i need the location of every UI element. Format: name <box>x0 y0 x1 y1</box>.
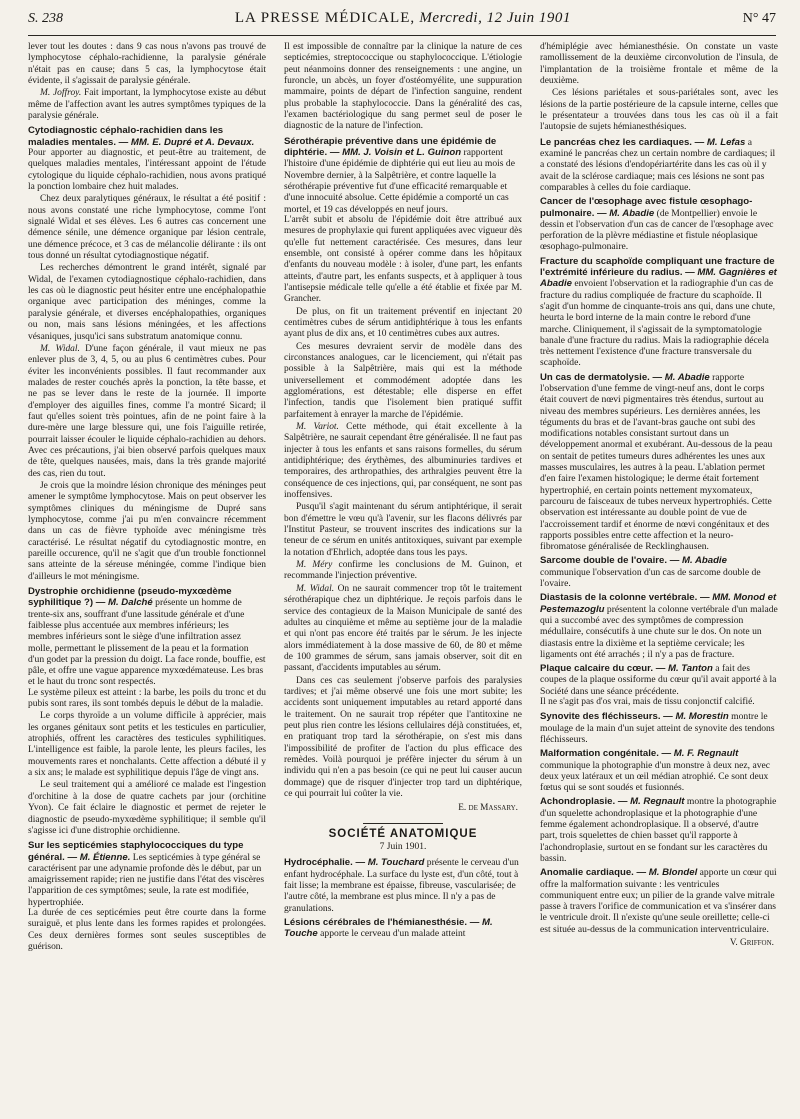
paragraph-text: D'une façon générale, il vaut mieux ne pas enlever plus de 3, 4, 5, ou au plus 6 centimètres cubes. Pour éviter les inconvénients possibles. Il faut recommander aux malades de rester couchés après la ponction, la tête basse, et ne pas se lever dans le reste de la journée. Il importe d'employer des aiguilles fines, comme l'a montré Sicard; il faut qu'elles soient très pointues, afin de ne point faire à la dure-mère une large blessure qui, une fois l'aiguille retirée, pourrait laisser écouler le liquide céphalo-rachidien au dehors. Avec ces précautions, j'ai bien observé parfois quelques maux de tête, quelques nausées, mais, dans la très grande majorité des cas, rien du tout. <box>28 343 266 479</box>
section-heading <box>540 711 778 745</box>
section-heading <box>540 796 778 864</box>
heading-authors: M. Morestin <box>672 711 729 723</box>
paragraph: Ces mesures devraient servir de modèle dans des circonstances analogues, car le licenciement, qui n'était pas possible à la Salpêtrière, mais qui est la méthode universellement et commodément adoptée dans les agglomérations, est détestable; elle disperse en effet l'infection, tandis que l'isolement bien pratiqué suffit parfaitement à enrayer la marche de l'épidémie. <box>284 341 522 420</box>
heading-authors: M. Touche <box>284 916 493 940</box>
page-header <box>28 10 776 36</box>
heading-authors: M. F. Regnault <box>671 748 739 760</box>
section-heading <box>540 256 778 369</box>
society-date: 7 Juin 1901. <box>379 842 427 853</box>
journal-title: LA PRESSE MÉDICALE, <box>234 10 416 26</box>
paragraph: Ces lésions pariétales et sous-pariétales sont, avec les lésions de la partie postérieure de la capsule interne, celles que le présentateur a trouvées dans tous les cas où il a fait l'autopsie de sujets hémianesthésiques. <box>540 88 778 133</box>
paragraph-text: communique la photographie d'un monstre à deux nez, avec deux yeux latéraux et un œil médian atrophié. Ce sont deux fœtus qui se sont soudés et fusionnés. <box>540 759 771 794</box>
heading-title: Plaque calcaire du cœur. — <box>540 663 666 675</box>
heading-authors: M. Abadie <box>606 207 655 219</box>
heading-title: Sur les septicémies staphylococciques du type général. — <box>28 840 244 863</box>
heading-title: Lésions cérébrales de l'hémianesthésie. — <box>284 916 480 928</box>
heading-authors: M. Lefas <box>704 136 746 148</box>
paragraph: Pusqu'il s'agit maintenant du sérum antiphtérique, il serait bon d'émettre le vœu qu'à l'avenir, sur les flacons délivrés par l'Institut Pasteur, se trouvent inscrites des indications sur la teneur de ce sérum en unités antitoxiques, suivant par exemple la notation d'Ehrlich, adoptée dans tous les pays. <box>284 502 522 558</box>
issue-number: N° 47 <box>742 11 776 26</box>
journal-masthead <box>235 10 571 27</box>
paragraph-text: Les septicémies à type général se caractérisent par une adynamie profonde dès le début, par un amaigrissement rapide; rien ne justifie dans l'état des viscères l'apparition de ces symptômes; seule, la rate est modifiée, hypertrophiée. <box>28 851 265 908</box>
section-heading <box>540 137 778 193</box>
heading-title: Malformation congénitale. — <box>540 748 672 760</box>
paragraph: Le seul traitement qui a amélioré ce malade est l'ingestion d'orchitine à la dose de quatre cachets par jour (orchitine Yvon). Ce fait éclaire le diagnostic et permet de rejeter le diagnostic de pseudo-myxœdème syphilitique; il semble qu'il s'agisse ici d'une distrophie orchidienne. <box>28 780 266 836</box>
paragraph: Pour apporter au diagnostic, et peut-être au traitement, de quelques maladies mentales, l'intéressant appoint de l'étude cytologique du liquide céphalo-rachidien, nous avons pratiqué la ponction lombaire chez huit malades. <box>28 148 266 193</box>
author-signature: E. de Massary. <box>458 803 518 814</box>
heading-authors: MM. E. Dupré et A. Devaux. <box>128 136 255 148</box>
heading-title: Synovite des fléchisseurs. — <box>540 711 673 723</box>
paragraph-text: Fait important, la lymphocytose existe au début même de l'affection avant les autres symptômes typiques de la paralysie générale. <box>28 88 266 122</box>
heading-authors: M. Étienne. <box>77 851 131 863</box>
section-heading <box>284 136 522 215</box>
paragraph-text: rapportent l'histoire d'une épidémie de diphtérie qui eut lieu au mois de Novembre dernier, à la Salpêtrière, et contre laquelle la sérothérapie préventive fut d'une efficacité remarquable et d'une innocuité absolue. Cette épidémie a comporté un cas mortel, et 19 cas développés en neuf jours. <box>284 147 515 215</box>
paragraph: Chez deux paralytiques généraux, le résultat a été positif : nous avons constaté une riche lymphocytose, comme l'ont signalé Widal et ses élèves. Les 6 autres cas concernent une démence sénile, une démence organique par lésion centrale, une démence précoce, et 3 cas de mélancolie délirante : ils ont tous donné un résultat cytodiagnostique négatif. <box>28 194 266 262</box>
heading-authors: MM. Gagnières et Abadie <box>540 267 777 290</box>
paragraph <box>284 422 522 501</box>
paragraph-text: présente le cerveau d'un enfant hydrocéphale. La surface du lyste est, d'un côté, tout à fait lisse; la membrane est épaisse, fibreuse, vascularisée; de l'autre côté, la membrane est plus mince. Il n'y a pas de granulations. <box>284 857 519 914</box>
paragraph-text: a examiné le pancréas chez un certain nombre de cardiaques; il a constaté des lésions d'endopériartérite dans les cas où il y avait de la sclérose cardiaque; mais ces lésions ne sont pas comparables à celles du foie cardiaque. <box>540 136 776 193</box>
paragraph: Dans ces cas seulement j'observe parfois des paralysies tardives; et j'ai même observé une fois une mort subite; les accidents sont uniquement imputables au retard apporté dans le traitement. On ne saurait trop répéter que l'antitoxine ne peut plus rien contre les lésions cellulaires déjà constituées, et, en pratiquant trop tard la sérothérapie, on s'est mis dans l'impossibilité de profiter de l'action du plus efficace des remèdes. Voilà pourquoi je préfère injecter du sérum à un individu qui n'en a pas besoin (ce qui ne peut lui causer aucun dommage) que de risquer d'injecter trop tard un diphtérique, ce qui pourrait lui coûter la vie. <box>284 675 522 800</box>
section-heading <box>540 555 778 589</box>
paragraph: lever tout les doutes : dans 9 cas nous n'avons pas trouvé de lymphocytose céphalo-rachidienne, la paralysie générale n'était pas en cause; dans 5 cas, la lymphocytose était évidente, il s'agissait de paralysie générale. <box>28 42 266 87</box>
section-heading <box>284 917 522 940</box>
heading-title: Sarcome double de l'ovaire. — <box>540 555 680 567</box>
page-number: S. 238 <box>28 11 63 26</box>
paragraph: Les recherches démontrent le grand intérêt, signalé par Widal, de l'examen cytodiagnostique céphalo-rachidien, dans les cas où le diagnostic peut hésiter entre une encéphalopathie organique avec participation des méninges, comme la paralysie générale, et diverses encéphalopathies, organiques ou non, mais sans lésions méningées, et les affections vésaniques, jusqu'ici sans substratum anatomique connu. <box>28 263 266 342</box>
section-heading <box>28 125 266 148</box>
heading-authors: M. Tanton <box>665 663 713 675</box>
paragraph: d'hémiplégie avec hémianesthésie. On constate un vaste ramollissement de la deuxième circonvolution de l'insula, de l'implantation de la troisième frontale et même de la deuxième. <box>540 42 778 87</box>
heading-authors: M. Abadie <box>679 555 727 567</box>
heading-authors: M. Touchard <box>365 857 425 869</box>
heading-title: Hydrocéphalie. — <box>284 857 366 869</box>
issue-date: Mercredi, 12 Juin 1901 <box>419 10 571 26</box>
paragraph: De plus, on fit un traitement préventif en injectant 20 centimètres cubes de sérum antidiphtérique à tous les enfants ayant plus de dix ans, et 10 centimètres cubes aux autres. <box>284 306 522 340</box>
column-2 <box>284 42 522 1110</box>
section-heading <box>284 857 522 913</box>
paragraph-text: communique l'observation d'un cas de sarcome double de l'ovaire. <box>540 566 761 590</box>
heading-authors: MM. J. Voisin et L. Guinon <box>339 147 462 159</box>
paragraph <box>28 344 266 480</box>
paragraph: Il est impossible de connaître par la clinique la nature de ces septicémies, streptococcique ou staphylococcique. L'étiologie peut néanmoins donner des renseignements : une angine, un furoncle, un abcès, un foyer d'ostéomyélite, une suppuration mammaire, points de départ de l'infection sanguine, rendent plus probable la staphylococcie. Dans la généralité des cas, l'examen bactériologique du sang permet seul de poser le diagnostic de la nature de l'infection. <box>284 42 522 132</box>
paragraph-text: présente un homme de trente-six ans, souffrant d'une lassitude générale et d'une faiblesse plus accentuée aux membres inférieurs; les membres inférieurs sont le siège d'une infiltration assez molle, permettant le plissement de la peau et la formation d'un godet par la pression du doigt. La face ronde, bouffie, est pâle, et offre une vague apparence myxœdémateuse. Les bras et le haut du tronc sont respectés. <box>28 597 266 688</box>
heading-authors: MM. Monod et Pestemazoglu <box>540 592 777 615</box>
speaker-name: M. Variot. <box>296 422 339 433</box>
heading-authors: M. Regnault <box>627 796 685 808</box>
heading-authors: M. Abadie <box>662 371 710 383</box>
paragraph-text: Cette méthode, qui était excellente à la Salpêtrière, ne saurait cependant être généralisée. Il ne faut pas injecter à tous les enfants et sans raisons formelles, du sérum antidiphtérique; des érythèmes, des albuminuries tardives et temporaires, des arthropathies, des arthralgies peuvent être la conséquence de ces injections, qui, par conséquent, ne sont pas inoffensives. <box>284 422 522 501</box>
paragraph-text: (de Montpellier) envoie le dessin et l'observation d'un cas de cancer de l'œsophage avec perforation de la plèvre médiastine et fistule néoplasique œsophago-pulmonaire. <box>540 207 774 253</box>
heading-title: Cytodiagnostic céphalo-rachidien dans les maladies mentales. — <box>28 125 224 148</box>
paragraph: Le système pileux est atteint : la barbe, les poils du tronc et du pubis sont rares, ils sont tombés depuis le début de la maladie. <box>28 687 266 710</box>
paragraph-text: On ne saurait commencer trop tôt le traitement sérothérapique chez un diphtérique. Je reçois parfois dans le service des contagieux de la Maison Municipale de santé des adultes au cinquième et même au septième jour de la maladie et qui n'ont pas encore été traités par le sérum. Je les injecte alors immédiatement à la dose massive de 60, de 80 et même de 100 grammes de sérum, sans jamais observer, soit dit en passant, d'accidents imputables au sérum. <box>284 583 522 674</box>
column-3 <box>540 42 778 1110</box>
paragraph-text: présentent la colonne vertébrale d'un malade qui a succombé avec des symptômes de compression médullaire, consécutifs à une chute sur le dos. On note un diastasis entre la dixième et la septième cervicale; les ligaments ont été arrachés ; il n'y a pas de fracture. <box>540 603 778 660</box>
paragraph <box>284 560 522 583</box>
heading-title: Sérothérapie préventive dans une épidémie de diphtérie. — <box>284 135 497 159</box>
heading-authors: M. Blondel <box>646 867 698 879</box>
paragraph-text: montre le moulage de la main d'un sujet atteint de synovite des tendons fléchisseurs. <box>540 711 775 745</box>
section-heading <box>540 372 778 553</box>
section-heading <box>28 840 266 908</box>
heading-title: Diastasis de la colonne vertébrale. — <box>540 592 710 604</box>
paragraph: Le corps thyroïde a un volume difficile à apprécier, mais les organes génitaux sont petits et les testicules en particulier, atrophiés, offrent les caractères des testicules syphilitiques. L'intelligence est faible, la parole lente, les pleurs faciles, les mouvements rares et nonchalants. Cette affection a débuté il y a six ans; le malade est syphilitique depuis l'âge de vingt ans. <box>28 711 266 779</box>
paragraph-text: apporte le cerveau d'un malade atteint <box>317 928 466 940</box>
section-divider <box>363 823 443 824</box>
paragraph <box>28 88 266 122</box>
paragraph: L'arrêt subit et absolu de l'épidémie doit être attribué aux mesures de prophylaxie qui furent appliquées avec vigueur dès qu'elle fut nettement caractérisée. Ces mesures, dans leur ensemble, ont consisté à opérer comme dans les hôpitaux d'enfants du nouveau modèle : à isoler, d'une part, les enfants atteints, d'autre part, les enfants suspects, et à appliquer à tous l'antisepsie médicale telle qu'elle a été établie et fixée par M. Grancher. <box>284 214 522 305</box>
paragraph-text: apporte un cœur qui offre la malformation suivante : les ventricules communiquent entre eux; un pilier de la grande valve mitrale passe à travers l'orifice de communication et va s'insérer dans le ventricule droit. Il n'existe qu'une seule oreillette; celle-ci est située au-dessus de la communication interventriculaire. <box>540 867 777 935</box>
paragraph: Je crois que la moindre lésion chronique des méninges peut amener le symptôme lymphocytose. Mais on peut observer les symptômes cliniques du méningisme de Dupré sans lymphocytose, comme j'ai pu m'en convaincre récemment dans un cas de fièvre typhoïde avec méningisme très caractérisé. Le résultat négatif du cytodiagnostic montre, en pareille occurence, qu'il ne s'agit que d'un trouble fonctionnel sans atteinte de la séreuse méningée, comme l'indique bien d'ailleurs le mot méningisme. <box>28 480 266 582</box>
paragraph-text: envoient l'observation et la radiographie d'un cas de fracture du radius compliquée de fracture du scaphoïde. Il s'agit d'un homme de cinquante-trois ans qui, dans une chute, heurta le bord interne de la main contre le rebord d'une marche. Cliniquement, il s'agissait de la symptomatologie banale d'une fracture du radius. Mais la radiographie décela très nettement l'existence d'une fracture transversale du scaphoïde. <box>540 278 775 369</box>
heading-title: Anomalie cardiaque. — <box>540 867 647 879</box>
speaker-name: M. Joffroy. <box>40 88 82 99</box>
speaker-name: M. Widal. <box>296 583 335 594</box>
heading-title: Fracture du scaphoïde compliquant une fracture de l'extrémité inférieure du radius. — <box>540 255 775 279</box>
heading-title: Achondroplasie. — <box>540 796 628 808</box>
heading-authors: M. Dalché <box>105 597 153 609</box>
paragraph-text: confirme les conclusions de M. Guinon, et recommande l'injection préventive. <box>284 560 522 582</box>
heading-title: Le pancréas chez les cardiaques. — <box>540 136 705 148</box>
section-heading <box>540 663 778 697</box>
paragraph-text: montre la photographie d'un squelette achondroplasique et la photographie d'une femme également achondroplasique. Il a observé, d'autre part, trois squelettes de chien basset qu'il rapporte à l'achondroplasie, surtout en se fondant sur les caractères du bassin. <box>540 796 777 864</box>
section-heading <box>540 196 778 252</box>
section-heading <box>28 586 266 688</box>
column-1 <box>28 42 266 1110</box>
paragraph: La durée de ces septicémies peut être courte dans la forme suraiguë, et plus lente dans les formes rapides et prolongées. Ces deux dernières formes sont seules susceptibles de guérison. <box>28 907 266 953</box>
heading-title: Dystrophie orchidienne (pseudo-myxœdème syphilitique ?) — <box>28 586 232 609</box>
author-signature: V. Griffon. <box>729 937 774 948</box>
paragraph: Il ne s'agit pas d'os vrai, mais de tissu conjonctif calcifié. <box>540 697 755 707</box>
section-heading <box>540 748 778 793</box>
society-title: SOCIÉTÉ ANATOMIQUE <box>328 827 478 840</box>
speaker-name: M. Méry <box>296 560 333 571</box>
paragraph-text: rapporte l'observation d'une femme de vingt-neuf ans, dont le corps était couvert de nœvi pigmentaires très étendus, surtout au niveau des membres supérieurs. Les dernières années, les téguments du bras et de l'avant-bras gauche ont subi des modifications notables consistant surtout dans un développement anormal et exubérant. Au-dessous de la peau on sentait de petites tumeurs dures adhérentes les unes aux masses musculaires, les autres à la peau. L'ablation permet d'en faire l'examen histologique; le derme était fortement hypertrophié, en certain points nettement myxomateux, parcouru de faisceaux de tubes nerveux hypertrophiés. Cette observation est intéressante au double point de vue de l'accroissement tardif et énorme de nœvi congénitaux et des rapports possibles entre cette affection et la neuro-fibromatose généralisée de Recklinghausen. <box>540 371 773 553</box>
heading-title: Un cas de dermatolysie. — <box>540 371 663 383</box>
heading-title: Cancer de l'œsophage avec fistule œsophago-pulmonaire. — <box>540 196 753 219</box>
speaker-name: M. Widal. <box>40 343 80 354</box>
paragraph-text: a fait des coupes de la plaque ossiforme du cœur qu'il avait apporté à la Société dans une séance précédente. <box>540 663 777 697</box>
paragraph <box>284 584 522 675</box>
section-heading <box>540 592 778 660</box>
section-heading <box>540 867 778 935</box>
